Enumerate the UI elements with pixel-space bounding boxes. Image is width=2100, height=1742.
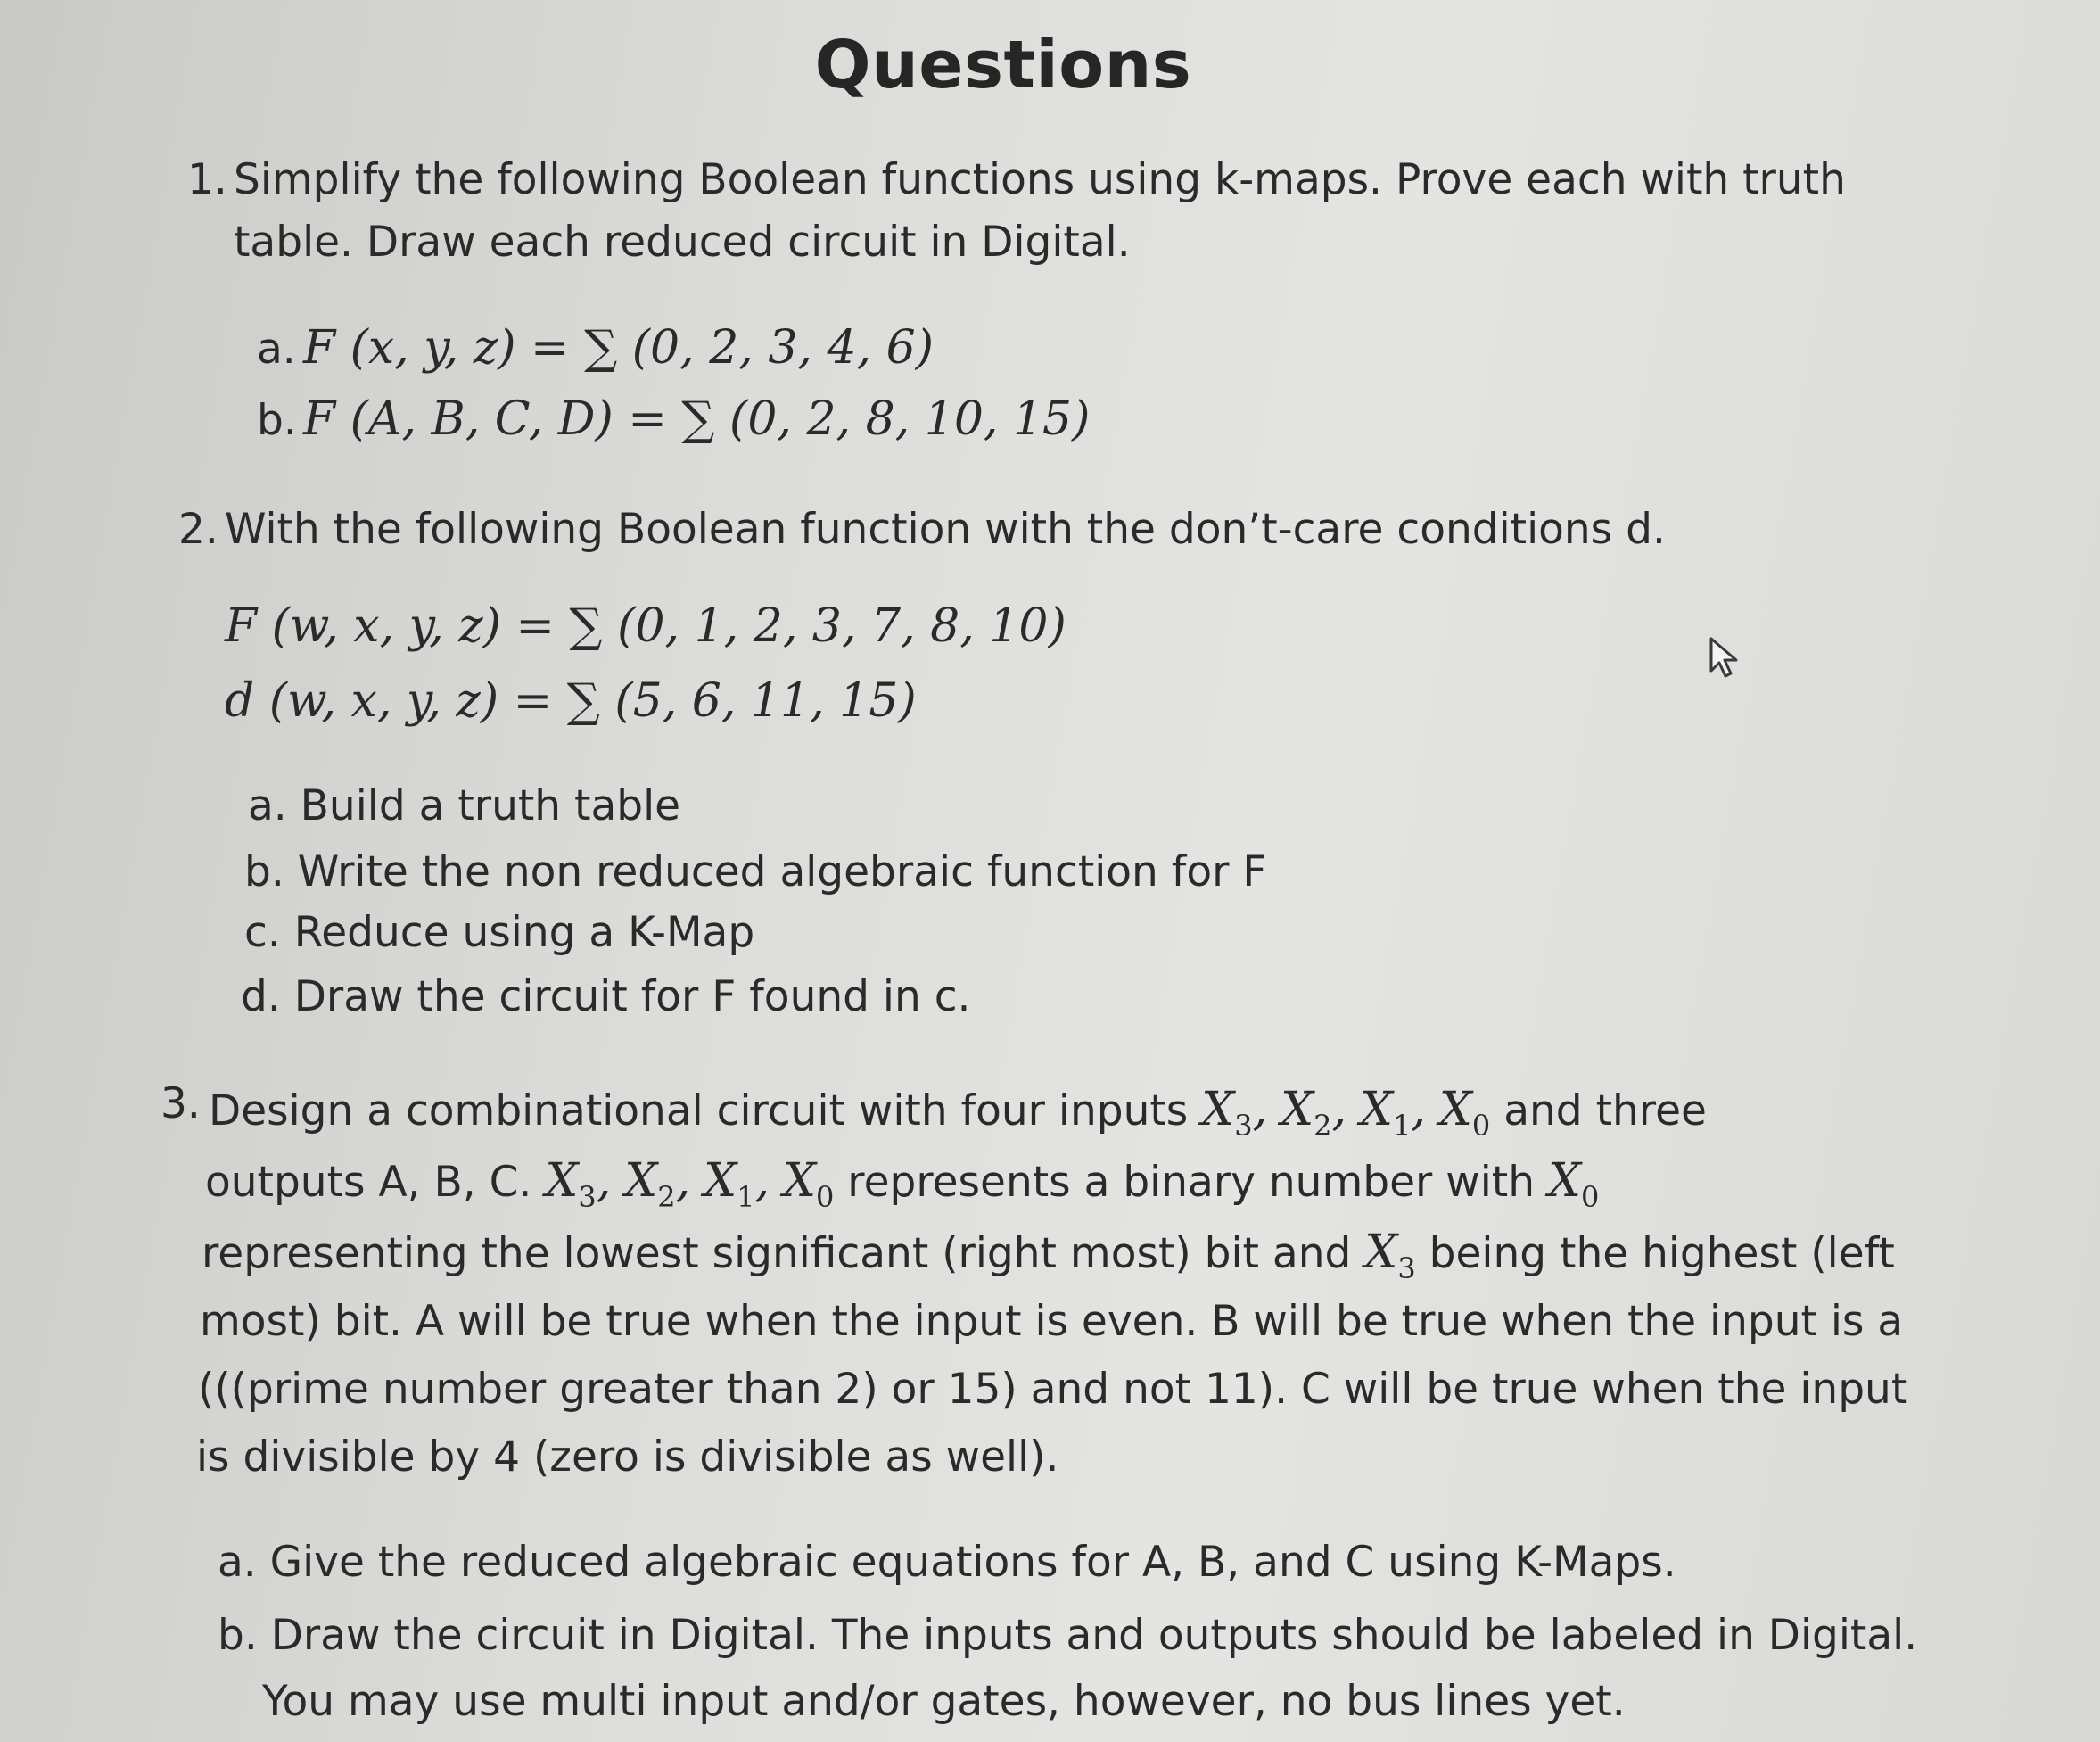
q2-item-d: d. Draw the circuit for F found in c. <box>241 972 971 1021</box>
q2-line-1: With the following Boolean function with the don’t-care conditions d. <box>225 505 1666 554</box>
q3-line-4: most) bit. A will be true when the input is even. B will be true when the input is a <box>200 1297 1904 1346</box>
x2-variable: $X_2$, <box>1281 1083 1347 1143</box>
q3-line-1 <box>209 1079 1707 1156</box>
q3-line-2-text-b: represents a binary number with <box>847 1158 1535 1207</box>
q1-b-expression: F (A, B, C, D) = ∑ (0, 2, 8, 10, 15) <box>303 392 1091 446</box>
q1-b-label: b. <box>257 396 297 445</box>
q2-item-c: c. Reduce using a K-Map <box>244 908 755 957</box>
q1-number: 1. <box>187 155 227 204</box>
q3-item-b-line-2: You may use multi input and/or gates, however, no bus lines yet. <box>262 1677 1626 1726</box>
x3-variable: $X_3$ <box>1364 1226 1416 1285</box>
q2-item-a: a. Build a truth table <box>248 781 681 830</box>
q3-line-3 <box>202 1222 1895 1299</box>
q3-line-6: is divisible by 4 (zero is divisible as well). <box>196 1432 1059 1482</box>
page-title: Questions <box>814 27 1192 103</box>
x3-variable: $X_3$, <box>1201 1083 1268 1143</box>
q3-line-3-text-b: being the highest (left <box>1429 1229 1895 1278</box>
x0-variable: $X_0$ <box>1438 1083 1491 1143</box>
q3-item-a: a. Give the reduced algebraic equations for A, B, and C using K-Maps. <box>218 1538 1676 1587</box>
q3-line-2-text-a: outputs A, B, C. <box>205 1158 532 1207</box>
x2-variable: $X_2$, <box>624 1154 691 1214</box>
q1-line-2: table. Draw each reduced circuit in Digital. <box>234 218 1131 267</box>
q3-number: 3. <box>161 1079 201 1128</box>
q1-a-label: a. <box>257 325 296 374</box>
q3-line-1-text-b: and three <box>1503 1086 1707 1135</box>
q2-number: 2. <box>178 505 218 554</box>
q3-line-1-text-a: Design a combinational circuit with four inputs <box>209 1086 1189 1135</box>
q2-f-expression: F (w, x, y, z) = ∑ (0, 1, 2, 3, 7, 8, 10) <box>225 599 1066 653</box>
q3-line-3-text-a: representing the lowest significant (right most) bit and <box>202 1229 1352 1278</box>
q1-line-1: Simplify the following Boolean functions using k-maps. Prove each with truth <box>234 155 1846 204</box>
x0-variable: $X_0$ <box>782 1154 835 1214</box>
q3-line-5: (((prime number greater than 2) or 15) and not 11). C will be true when the input <box>198 1365 1908 1414</box>
x3-variable: $X_3$, <box>545 1154 612 1214</box>
q3-item-b-line-1: b. Draw the circuit in Digital. The inputs and outputs should be labeled in Digital. <box>218 1611 1918 1660</box>
x0-variable: $X_0$ <box>1547 1154 1600 1214</box>
x1-variable: $X_1$, <box>1359 1083 1426 1143</box>
q1-a-expression: F (x, y, z) = ∑ (0, 2, 3, 4, 6) <box>303 321 935 375</box>
q2-item-b: b. Write the non reduced algebraic function for F <box>244 847 1267 896</box>
mouse-pointer-icon <box>1708 635 1743 680</box>
x1-variable: $X_1$, <box>704 1154 770 1214</box>
q3-line-2 <box>205 1151 1599 1227</box>
q2-d-expression: d (w, x, y, z) = ∑ (5, 6, 11, 15) <box>225 674 917 728</box>
